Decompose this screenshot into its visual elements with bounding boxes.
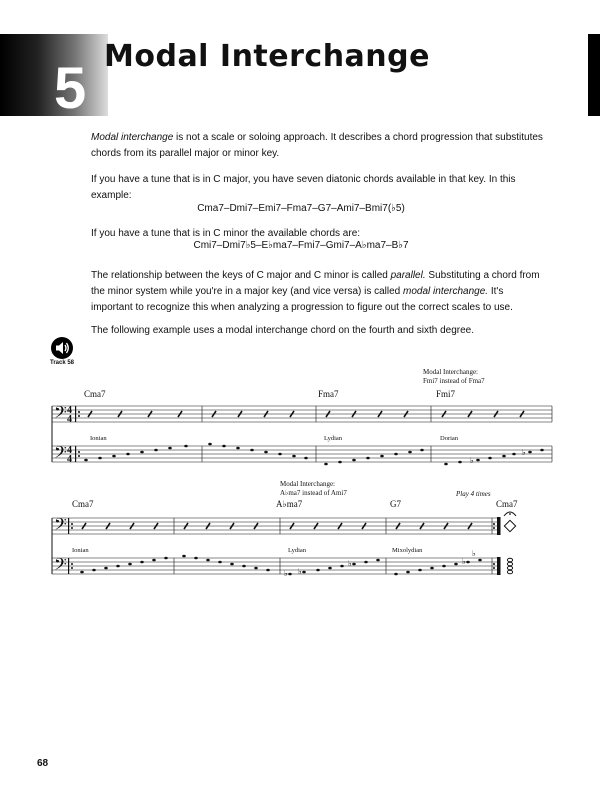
annotation1-line2: Fmi7 instead of Fma7 [423, 377, 485, 385]
svg-text:♭: ♭ [470, 456, 474, 465]
svg-text:♭: ♭ [472, 549, 476, 558]
minor-chord-list: Cmi7–Dmi7♭5–E♭ma7–Fmi7–Gmi7–A♭ma7–B♭7 [193, 240, 409, 251]
scale-label: Lydian [324, 435, 343, 442]
scale-label: Ionian [90, 435, 107, 442]
time-sig-top: 4 [67, 405, 72, 416]
chord-label: Cma7 [496, 499, 518, 509]
paragraph-example: The following example uses a modal interchange chord on the fourth and sixth degree. [91, 325, 475, 336]
paragraph-minor-key: If you have a tune that is in C minor the available chords are: [91, 228, 361, 239]
scale-label: Mixolydian [392, 547, 423, 554]
chord-label: Cma7 [72, 499, 94, 509]
scale-label: Dorian [440, 435, 459, 442]
svg-text:♭: ♭ [284, 569, 288, 578]
svg-text:♭: ♭ [462, 557, 466, 566]
paragraph-intro [75, 130, 543, 162]
annotation1-line1: Modal Interchange: [423, 368, 479, 376]
term-modal-interchange: Modal interchange [91, 132, 174, 143]
bass-clef-icon: 𝄢 [54, 402, 67, 426]
music-notation [0, 360, 600, 590]
time-sig-top: 4 [67, 445, 72, 456]
paragraph-intro-text: is not a scale or soloing approach. It describes a chord progression that substitutes chords from its parallel major or minor key. [91, 132, 543, 159]
term-modal-interchange-2: modal interchange. [403, 286, 489, 297]
bass-clef-icon: 𝄢 [54, 442, 67, 466]
page-number: 68 [37, 758, 49, 769]
time-sig-bottom: 4 [67, 414, 72, 425]
scale-label: Lydian [288, 547, 307, 554]
chord-label: Fma7 [318, 389, 339, 399]
audio-track-icon[interactable] [50, 336, 74, 360]
svg-text:♭: ♭ [522, 448, 526, 457]
svg-text:♭: ♭ [298, 567, 302, 576]
scale-label: Ionian [72, 547, 89, 554]
major-chord-list: Cma7–Dmi7–Emi7–Fma7–G7–Ami7–Bmi7(♭5) [197, 203, 405, 214]
paragraph-major-key: If you have a tune that is in C major, you have seven diatonic chords available in that key. In this example: [91, 174, 516, 201]
system1-staff-rhythm [52, 406, 552, 422]
paragraph-parallel-a: The relationship between the keys of C major and C minor is called [91, 270, 391, 281]
paragraph-parallel-b: Substituting a chord from the minor system while you're in a major key (and vice versa) is called [91, 270, 540, 297]
annotation2-line1: Modal Interchange: [280, 480, 336, 488]
chapter-number: 5 [54, 56, 87, 121]
bass-clef-icon: 𝄢 [54, 514, 67, 538]
system2-staff-rhythm [52, 518, 500, 534]
bass-clef-icon: 𝄢 [54, 554, 67, 578]
chord-label: A♭ma7 [276, 499, 303, 509]
side-tab-marker [588, 34, 600, 116]
repeat-instruction: Play 4 times [456, 490, 491, 498]
chapter-title: Modal Interchange [104, 39, 430, 74]
time-sig-bottom: 4 [67, 454, 72, 465]
paragraph-parallel-c: It's important to recognize this when analyzing a progression to figure out the correct scales to use. [91, 286, 513, 313]
chord-label: Cma7 [84, 389, 106, 399]
chord-label: G7 [390, 499, 401, 509]
paragraph-parallel [75, 268, 543, 316]
term-parallel: parallel. [390, 270, 426, 281]
chord-label: Fmi7 [436, 389, 456, 399]
svg-text:♭: ♭ [348, 559, 352, 568]
track-label: Track 58 [49, 360, 75, 366]
annotation2-line2: A♭ma7 instead of Ami7 [280, 489, 347, 497]
